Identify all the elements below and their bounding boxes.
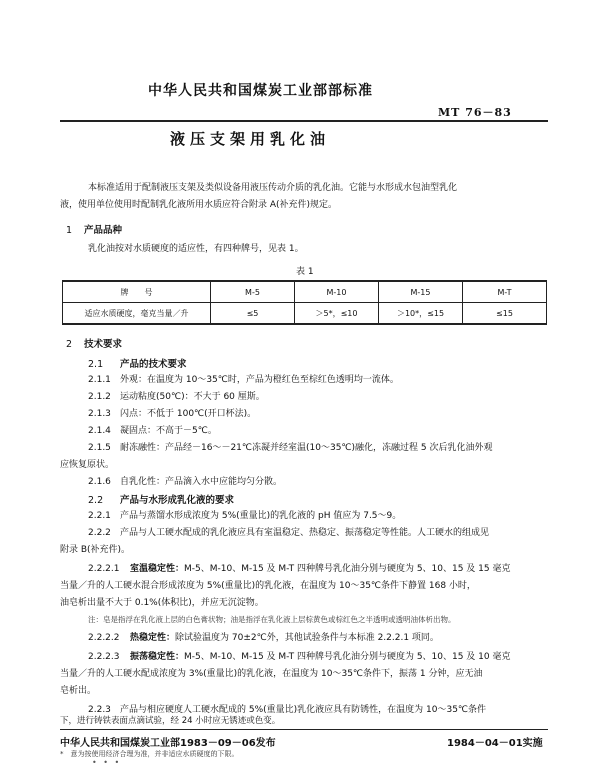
item-2-1-1 — [88, 372, 399, 389]
item-label: 室温稳定性： — [130, 564, 185, 574]
item-number: 2.2.1 — [88, 511, 111, 521]
item-label: 热稳定性： — [130, 633, 176, 643]
item-number: 2.2.3 — [88, 705, 111, 715]
item-2-1-5 — [88, 440, 493, 457]
section-1-text: 乳化油按对水质硬度的适应性，有四种牌号，见表 1。 — [88, 244, 304, 254]
item-number: 2.2.2 — [88, 528, 111, 538]
item-2-1-5-cont: 应恢复原状。 — [60, 460, 115, 470]
table-cell: ＞10*，≤15 — [379, 303, 463, 325]
footnote: * 意为按使用经济合理为准，并非适应水质硬度的下限。 — [60, 750, 239, 758]
item-2-2-2-cont: 附录 B(补充件)。 — [60, 545, 131, 555]
table-cell: ≤5 — [211, 303, 295, 325]
section-title: 产品品种 — [84, 225, 123, 236]
table-cell: ＞5*，≤10 — [295, 303, 379, 325]
item-number: 2.1.3 — [88, 409, 111, 419]
item-2-1-2 — [88, 389, 265, 406]
item-2-2-3 — [88, 702, 486, 719]
item-text: 凝固点：不高于－5℃。 — [120, 426, 217, 436]
item-text: 产品与蒸馏水形成浓度为 5%(重量比)的乳化液的 pH 值应为 7.5～9。 — [120, 511, 402, 521]
scan-mark: • • • — [92, 758, 122, 767]
item-2-2-2-3-line-2: 当量／升的人工硬水配成浓度为 3%(重量比)的乳化液，在温度为 10～35℃条件下，振荡 1 分钟，应无油 — [60, 669, 483, 679]
item-text: 闪点：不低于 100℃(开口杯法)。 — [120, 409, 257, 419]
item-text: 产品与人工硬水配成的乳化液应具有室温稳定、热稳定、振荡稳定等性能。人工硬水的组成见 — [120, 528, 490, 538]
issue-date: 中华人民共和国煤炭工业部1983－09－06发布 — [60, 738, 276, 749]
item-2-2-2-1-line-2: 当量／升的人工硬水混合形成浓度为 5%(重量比)的乳化液，在温度为 10～35℃条件下静置 168 小时， — [60, 581, 476, 591]
item-2-1-3 — [88, 406, 256, 423]
table-caption: 表 1 — [296, 267, 314, 277]
item-2-2-2-3-line-3: 皂析出。 — [60, 686, 97, 696]
item-2-1-6 — [88, 474, 282, 491]
table-header-cell: M-5 — [211, 281, 295, 303]
item-text: 运动粘度(50℃)：不大于 60 厘斯。 — [120, 392, 265, 402]
table-header-cell: 牌 号 — [63, 281, 211, 303]
subsection-title: 产品的技术要求 — [120, 359, 187, 370]
item-number: 2.1.5 — [88, 443, 111, 453]
item-2-2-2-2 — [88, 630, 439, 647]
item-2-2-1 — [88, 508, 401, 525]
item-number: 2.1.2 — [88, 392, 111, 402]
table-header-cell: M-15 — [379, 281, 463, 303]
section-1-heading — [66, 222, 122, 236]
issuing-org-title: 中华人民共和国煤炭工业部部标准 — [148, 83, 373, 99]
item-text: 耐冻融性：产品经－16～－21℃冻凝并经室温(10～35℃)融化，冻融过程 5 次后乳化油外观 — [120, 443, 493, 453]
item-number: 2.1.6 — [88, 477, 111, 487]
item-2-2-2-1-line-3: 油皂析出量不大于 0.1%(体积比)，并应无沉淀物。 — [60, 598, 264, 608]
table-header-cell: M-T — [463, 281, 547, 303]
item-text: 除试验温度为 70±2℃外，其他试验条件与本标准 2.2.2.1 项同。 — [175, 633, 439, 643]
table-header-cell: M-10 — [295, 281, 379, 303]
item-text: M-5、M-10、M-15 及 M-T 四种牌号乳化油分别与硬度为 5、10、15 及 10 毫克 — [184, 652, 511, 662]
item-2-2-2-3 — [88, 649, 510, 666]
document-title: 液压支架用乳化油 — [170, 130, 331, 148]
table-row — [63, 303, 547, 325]
section-2-heading — [66, 336, 122, 350]
item-text: 自乳化性：产品滴入水中应能均匀分散。 — [120, 477, 283, 487]
note-text: 注：皂是指浮在乳化液上层的白色膏状物；油是指浮在乳化液上层棕黄色或棕红色之半透明或透明油体析出物。 — [88, 615, 456, 624]
subsection-2-2-heading — [88, 492, 234, 506]
item-number: 2.2.2.3 — [88, 652, 120, 662]
subsection-number: 2.2 — [88, 495, 104, 506]
item-number: 2.1.4 — [88, 426, 111, 436]
item-number: 2.2.2.2 — [88, 633, 120, 643]
subsection-2-1-heading — [88, 356, 187, 370]
table-cell: ≤15 — [463, 303, 547, 325]
subsection-number: 2.1 — [88, 359, 104, 370]
item-2-2-2 — [88, 525, 489, 542]
subsection-title: 产品与水形成乳化液的要求 — [120, 495, 235, 506]
header-rule — [60, 120, 548, 122]
item-2-2-3-line-2: 下，进行铸铁表面点滴试验，经 24 小时应无锈迹或色变。 — [60, 716, 281, 726]
intro-line-2: 液，使用单位使用时配制乳化液所用水质应符合附录 A(补充件)规定。 — [60, 200, 338, 210]
item-text: 产品与相应硬度人工硬水配成的 5%(重量比)乳化液应具有防锈性，在温度为 10～35℃条件 — [120, 705, 487, 715]
item-number: 2.2.2.1 — [88, 564, 120, 574]
table-cell: 适应水质硬度，毫克当量／升 — [63, 303, 211, 325]
item-2-1-4 — [88, 423, 217, 440]
item-text: M-5、M-10、M-15 及 M-T 四种牌号乳化油分别与硬度为 5、10、15 及 15 毫克 — [184, 564, 511, 574]
intro-line-1: 本标准适用于配制液压支架及类似设备用液压传动介质的乳化油。它能与水形成水包油型乳化 — [88, 183, 458, 193]
section-title: 技术要求 — [84, 339, 123, 350]
table-header-row — [63, 281, 547, 303]
effective-date: 1984－04－01实施 — [447, 738, 543, 749]
standard-code: MT 76－83 — [438, 106, 512, 119]
footer-rule — [60, 729, 548, 730]
item-number: 2.1.1 — [88, 375, 111, 385]
table-1 — [62, 280, 547, 325]
item-2-2-2-1 — [88, 561, 510, 578]
section-number: 1 — [66, 225, 73, 236]
section-number: 2 — [66, 339, 73, 350]
item-label: 振荡稳定性： — [130, 652, 185, 662]
item-text: 外观：在温度为 10～35℃时，产品为橙红色至棕红色透明均一流体。 — [120, 375, 399, 385]
